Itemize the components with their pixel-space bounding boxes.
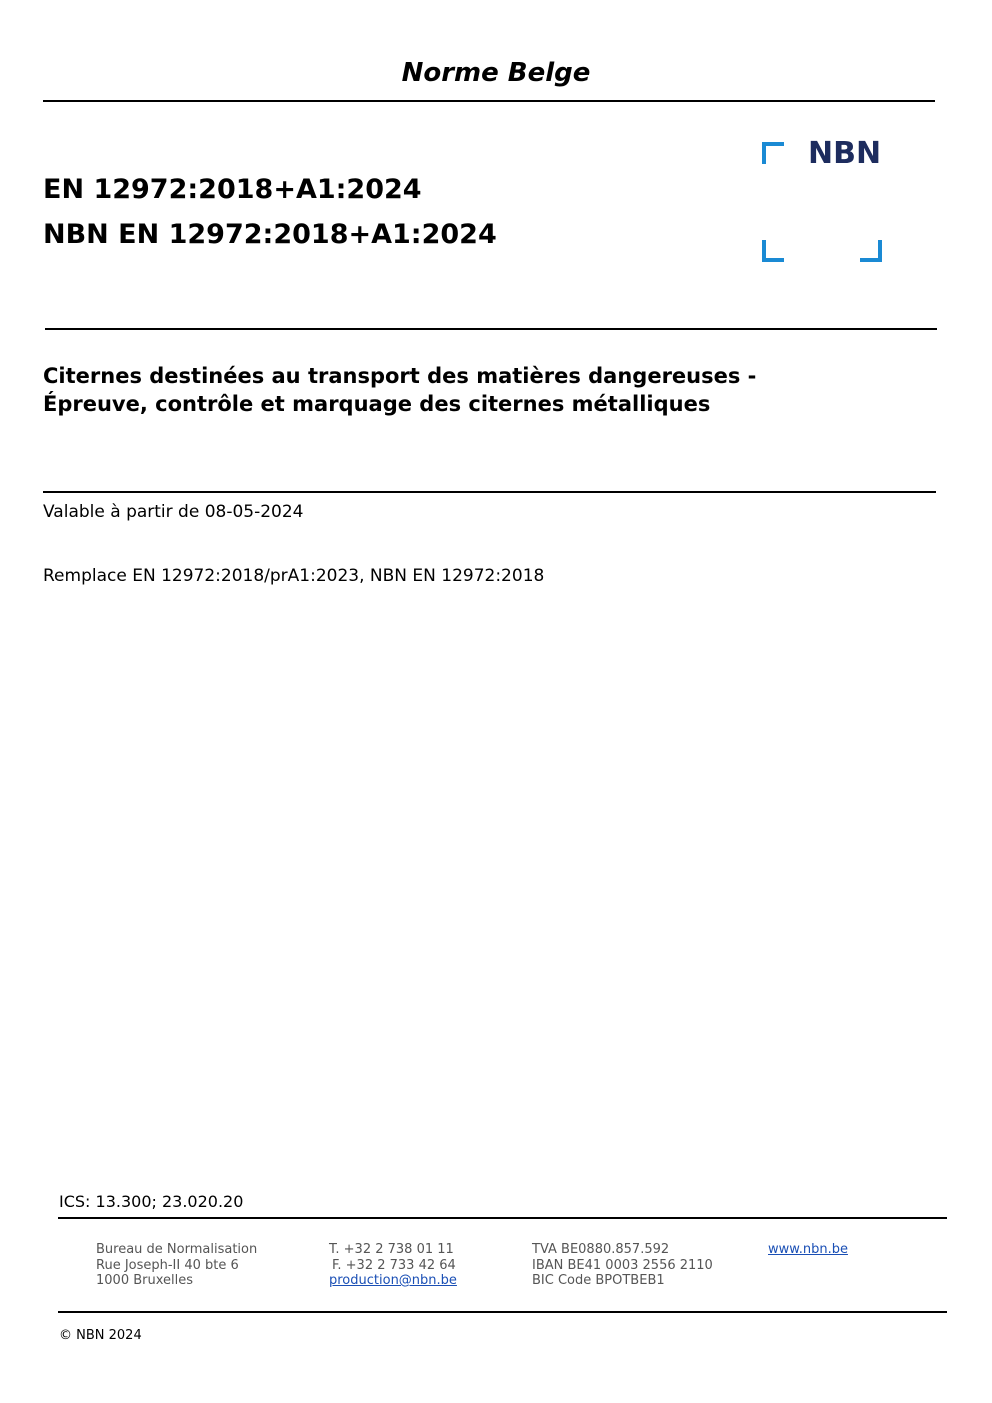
header-rule	[43, 100, 935, 102]
tva-number: TVA BE0880.857.592	[532, 1242, 670, 1257]
document-title-line-1: Citernes destinées au transport des matières dangereuses -	[43, 364, 757, 388]
document-title-line-2: Épreuve, contrôle et marquage des citernes métalliques	[43, 392, 711, 416]
footer-top-rule	[58, 1217, 947, 1219]
address-line: Rue Joseph-II 40 bte 6	[96, 1257, 239, 1273]
ics-codes: ICS: 13.300; 23.020.20	[59, 1192, 244, 1211]
fax-number: F. +32 2 733 42 64	[332, 1257, 456, 1273]
copyright: © NBN 2024	[59, 1328, 142, 1343]
footer-contact	[329, 1242, 457, 1289]
bic-code: BIC Code BPOTBEB1	[532, 1273, 665, 1288]
title-bottom-rule	[43, 491, 936, 493]
iban-number: IBAN BE41 0003 2556 2110	[532, 1257, 713, 1273]
footer-bank	[532, 1242, 713, 1289]
phone-number: T. +32 2 738 01 11	[329, 1242, 454, 1257]
email-link[interactable]: production@nbn.be	[329, 1273, 457, 1288]
address-line: 1000 Bruxelles	[96, 1273, 194, 1288]
footer-web	[768, 1242, 848, 1258]
address-line: Bureau de Normalisation	[96, 1242, 258, 1257]
website-link[interactable]: www.nbn.be	[768, 1242, 848, 1257]
footer-address	[96, 1242, 257, 1289]
footer-bottom-rule	[58, 1311, 947, 1313]
header-title: Norme Belge	[401, 58, 591, 88]
validity-date: Valable à partir de 08-05-2024	[43, 502, 304, 522]
nbn-logo-text: NBN	[808, 136, 882, 171]
title-top-rule	[45, 328, 937, 330]
document-title	[43, 362, 756, 418]
nbn-code: NBN EN 12972:2018+A1:2024	[43, 219, 497, 250]
en-code: EN 12972:2018+A1:2024	[43, 174, 422, 205]
replaces-line: Remplace EN 12972:2018/prA1:2023, NBN EN 12972:2018	[43, 566, 545, 586]
